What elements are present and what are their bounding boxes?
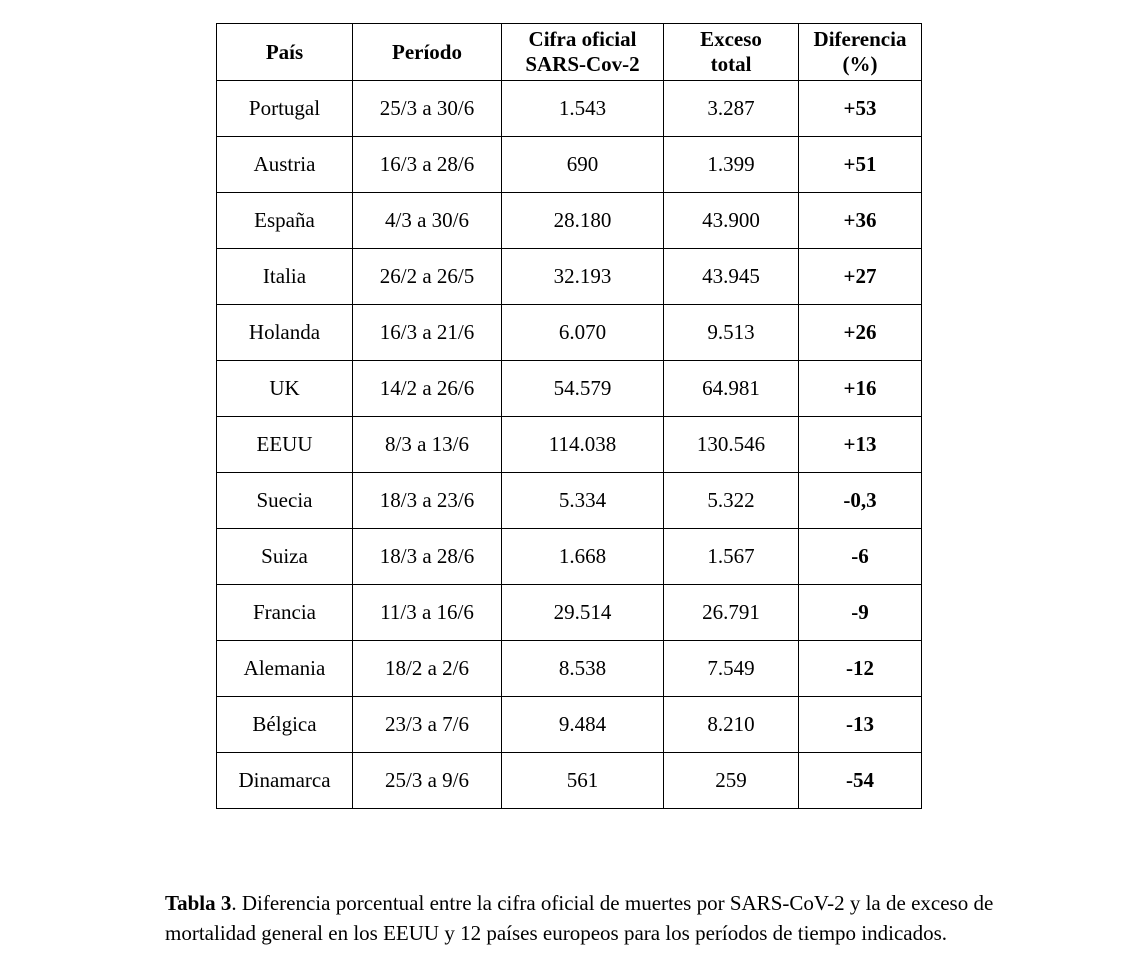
- cell-official: 54.579: [502, 361, 664, 417]
- header-difference: Diferencia (%): [799, 24, 922, 81]
- mortality-table: [216, 23, 922, 809]
- cell-excess: 43.900: [664, 193, 799, 249]
- cell-difference: +16: [799, 361, 922, 417]
- cell-period: 18/3 a 28/6: [353, 529, 502, 585]
- cell-official: 1.543: [502, 81, 664, 137]
- cell-period: 16/3 a 28/6: [353, 137, 502, 193]
- cell-difference: +53: [799, 81, 922, 137]
- cell-excess: 3.287: [664, 81, 799, 137]
- cell-period: 11/3 a 16/6: [353, 585, 502, 641]
- cell-excess: 64.981: [664, 361, 799, 417]
- cell-country: Italia: [217, 249, 353, 305]
- cell-difference: -12: [799, 641, 922, 697]
- table-row: [217, 193, 922, 249]
- table-row: [217, 137, 922, 193]
- header-period: Período: [353, 24, 502, 81]
- cell-difference: +36: [799, 193, 922, 249]
- cell-excess: 1.567: [664, 529, 799, 585]
- header-row: [217, 24, 922, 81]
- cell-country: Dinamarca: [217, 753, 353, 809]
- cell-difference: +51: [799, 137, 922, 193]
- cell-excess: 5.322: [664, 473, 799, 529]
- cell-official: 561: [502, 753, 664, 809]
- cell-period: 8/3 a 13/6: [353, 417, 502, 473]
- cell-period: 14/2 a 26/6: [353, 361, 502, 417]
- cell-country: Bélgica: [217, 697, 353, 753]
- table-caption: [165, 889, 995, 948]
- cell-official: 9.484: [502, 697, 664, 753]
- cell-country: UK: [217, 361, 353, 417]
- cell-period: 25/3 a 9/6: [353, 753, 502, 809]
- cell-country: Portugal: [217, 81, 353, 137]
- cell-country: España: [217, 193, 353, 249]
- cell-excess: 9.513: [664, 305, 799, 361]
- cell-period: 23/3 a 7/6: [353, 697, 502, 753]
- cell-excess: 43.945: [664, 249, 799, 305]
- cell-difference: -0,3: [799, 473, 922, 529]
- cell-difference: -9: [799, 585, 922, 641]
- table-row: [217, 753, 922, 809]
- cell-official: 8.538: [502, 641, 664, 697]
- table-row: [217, 417, 922, 473]
- table-row: [217, 585, 922, 641]
- caption-label: Tabla 3: [165, 891, 232, 915]
- cell-country: Holanda: [217, 305, 353, 361]
- table-header: [217, 24, 922, 81]
- table-row: [217, 361, 922, 417]
- caption-text: . Diferencia porcentual entre la cifra oficial de muertes por SARS-CoV-2 y la de exceso de mortalidad general en los EEUU y 12 países europeos para los períodos de tiempo indicados.: [165, 891, 994, 945]
- cell-country: Suiza: [217, 529, 353, 585]
- cell-difference: -13: [799, 697, 922, 753]
- cell-official: 32.193: [502, 249, 664, 305]
- cell-official: 5.334: [502, 473, 664, 529]
- cell-period: 18/3 a 23/6: [353, 473, 502, 529]
- cell-country: EEUU: [217, 417, 353, 473]
- cell-excess: 259: [664, 753, 799, 809]
- cell-official: 114.038: [502, 417, 664, 473]
- cell-period: 26/2 a 26/5: [353, 249, 502, 305]
- cell-country: Francia: [217, 585, 353, 641]
- cell-official: 1.668: [502, 529, 664, 585]
- table-body: [217, 81, 922, 809]
- cell-period: 16/3 a 21/6: [353, 305, 502, 361]
- header-excess: Exceso total: [664, 24, 799, 81]
- cell-period: 25/3 a 30/6: [353, 81, 502, 137]
- cell-official: 29.514: [502, 585, 664, 641]
- cell-excess: 8.210: [664, 697, 799, 753]
- cell-country: Austria: [217, 137, 353, 193]
- cell-difference: +13: [799, 417, 922, 473]
- cell-excess: 26.791: [664, 585, 799, 641]
- table-row: [217, 529, 922, 585]
- cell-difference: -6: [799, 529, 922, 585]
- cell-official: 6.070: [502, 305, 664, 361]
- cell-excess: 7.549: [664, 641, 799, 697]
- header-country: País: [217, 24, 353, 81]
- table-row: [217, 305, 922, 361]
- table-row: [217, 697, 922, 753]
- cell-difference: +26: [799, 305, 922, 361]
- cell-country: Alemania: [217, 641, 353, 697]
- cell-difference: -54: [799, 753, 922, 809]
- table-row: [217, 473, 922, 529]
- header-official: Cifra oficial SARS-Cov-2: [502, 24, 664, 81]
- cell-excess: 130.546: [664, 417, 799, 473]
- table-row: [217, 249, 922, 305]
- cell-difference: +27: [799, 249, 922, 305]
- table-row: [217, 641, 922, 697]
- cell-period: 4/3 a 30/6: [353, 193, 502, 249]
- cell-official: 690: [502, 137, 664, 193]
- table-row: [217, 81, 922, 137]
- cell-period: 18/2 a 2/6: [353, 641, 502, 697]
- cell-country: Suecia: [217, 473, 353, 529]
- cell-excess: 1.399: [664, 137, 799, 193]
- cell-official: 28.180: [502, 193, 664, 249]
